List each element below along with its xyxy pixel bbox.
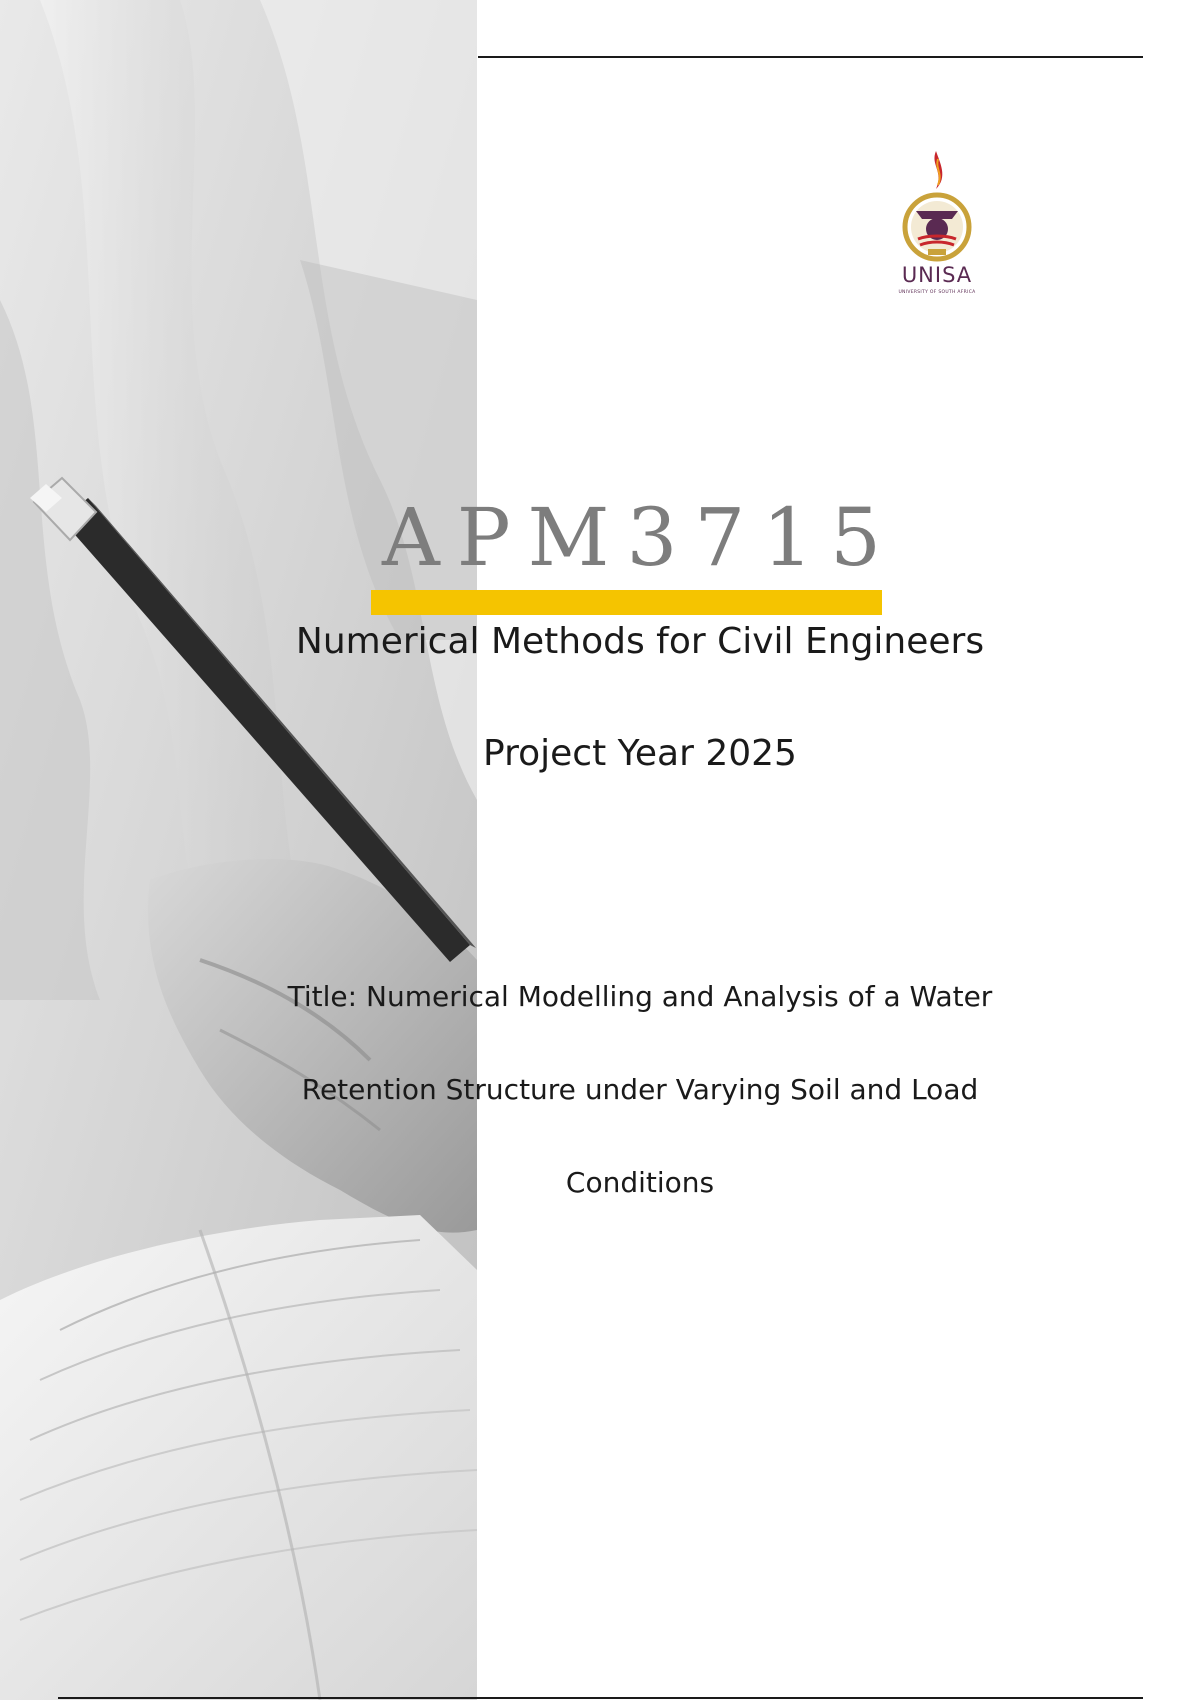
top-rule <box>478 56 1143 58</box>
project-title-line: Conditions <box>565 1166 715 1199</box>
project-title <box>240 950 1040 1229</box>
accent-bar <box>371 590 882 615</box>
university-crest-icon <box>878 145 996 263</box>
project-title-line: Retention Structure under Varying Soil and Load <box>301 1073 979 1106</box>
bottom-rule <box>58 1697 1143 1699</box>
project-year: Project Year 2025 <box>483 733 797 774</box>
logo-name: UNISA <box>901 263 973 287</box>
logo-subtitle: UNIVERSITY OF SOUTH AFRICA <box>898 290 976 295</box>
project-title-line: Title: Numerical Modelling and Analysis of a Water <box>287 980 993 1013</box>
course-name: Numerical Methods for Civil Engineers <box>295 621 985 662</box>
course-code: APM3715 <box>381 491 899 584</box>
background-photo <box>0 0 477 1700</box>
university-logo <box>878 145 996 305</box>
hand-writing-with-pencil-photo <box>0 0 477 1700</box>
